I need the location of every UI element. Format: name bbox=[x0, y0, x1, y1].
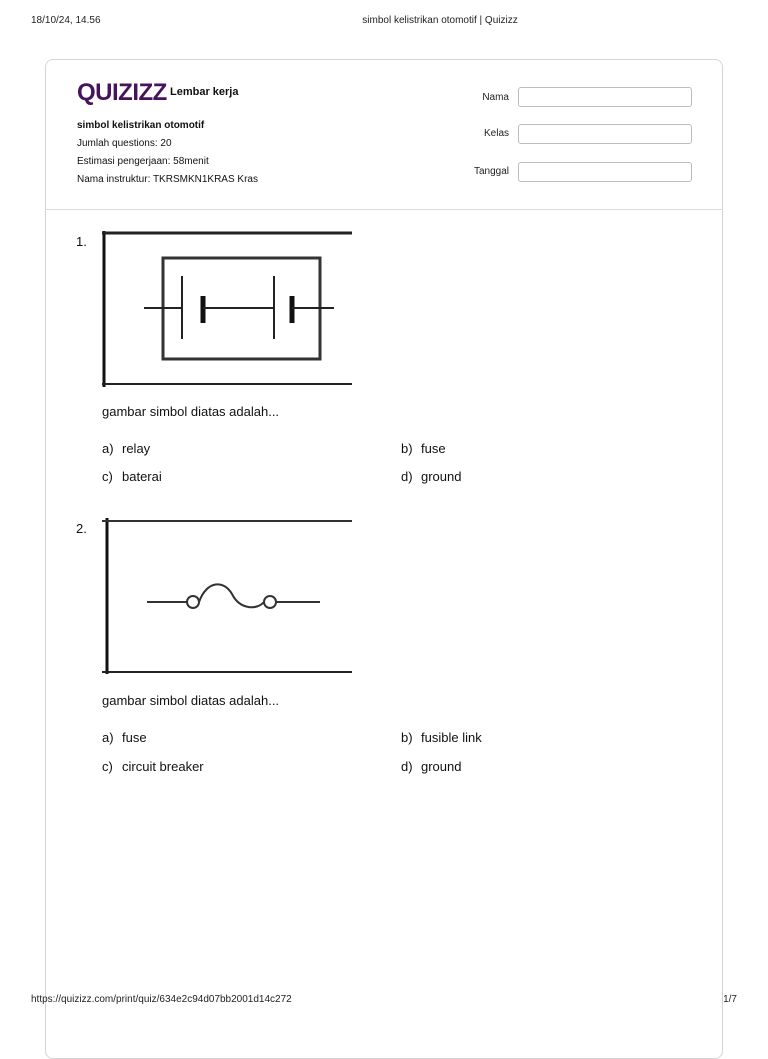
question-2-number: 2. bbox=[76, 521, 87, 536]
date-label: Tanggal bbox=[473, 166, 509, 177]
option-text: relay bbox=[122, 441, 151, 456]
option-letter: d) bbox=[401, 759, 413, 774]
option-text: circuit breaker bbox=[122, 759, 204, 774]
worksheet-label: Lembar kerja bbox=[170, 86, 239, 98]
option-text: fusible link bbox=[421, 730, 482, 745]
print-page-title: simbol kelistrikan otomotif | Quizizz bbox=[362, 15, 518, 26]
print-url: https://quizizz.com/print/quiz/634e2c94d07bb2001d14c272 bbox=[31, 994, 292, 1005]
question-2-option-b[interactable] bbox=[401, 730, 482, 745]
name-field[interactable] bbox=[518, 87, 692, 107]
option-letter: b) bbox=[401, 441, 413, 456]
option-letter: b) bbox=[401, 730, 413, 745]
date-field[interactable] bbox=[518, 162, 692, 182]
option-text: ground bbox=[421, 469, 462, 484]
question-2-option-c[interactable] bbox=[102, 759, 204, 774]
option-text: ground bbox=[421, 759, 462, 774]
print-page-count: 1/7 bbox=[723, 994, 737, 1005]
question-1-number: 1. bbox=[76, 234, 87, 249]
quiz-title: simbol kelistrikan otomotif bbox=[77, 120, 205, 131]
fuse-symbol-icon bbox=[102, 518, 352, 674]
question-2-option-d[interactable] bbox=[401, 759, 461, 774]
option-letter: d) bbox=[401, 469, 413, 484]
battery-symbol-icon bbox=[102, 231, 352, 387]
question-1-text: gambar simbol diatas adalah... bbox=[102, 404, 280, 419]
option-text: fuse bbox=[122, 730, 147, 745]
question-1-option-c[interactable] bbox=[102, 469, 162, 484]
question-count: Jumlah questions: 20 bbox=[77, 138, 172, 149]
option-letter: a) bbox=[102, 441, 114, 456]
question-1-option-b[interactable] bbox=[401, 441, 446, 456]
quizizz-logo: QUIZIZZ bbox=[77, 79, 167, 106]
instructor-name: Nama instruktur: TKRSMKN1KRAS Kras bbox=[77, 174, 258, 185]
option-text: baterai bbox=[122, 469, 162, 484]
class-field[interactable] bbox=[518, 124, 692, 144]
question-2-text: gambar simbol diatas adalah... bbox=[102, 693, 280, 708]
print-datetime: 18/10/24, 14.56 bbox=[31, 15, 101, 26]
question-1-option-a[interactable] bbox=[102, 441, 150, 456]
name-label: Nama bbox=[482, 92, 509, 103]
question-2-option-a[interactable] bbox=[102, 730, 147, 745]
option-letter: a) bbox=[102, 730, 114, 745]
option-letter: c) bbox=[102, 759, 113, 774]
time-estimate: Estimasi pengerjaan: 58menit bbox=[77, 156, 209, 167]
question-1-option-d[interactable] bbox=[401, 469, 461, 484]
worksheet-header bbox=[46, 60, 722, 210]
option-letter: c) bbox=[102, 469, 113, 484]
class-label: Kelas bbox=[483, 128, 509, 139]
option-text: fuse bbox=[421, 441, 446, 456]
